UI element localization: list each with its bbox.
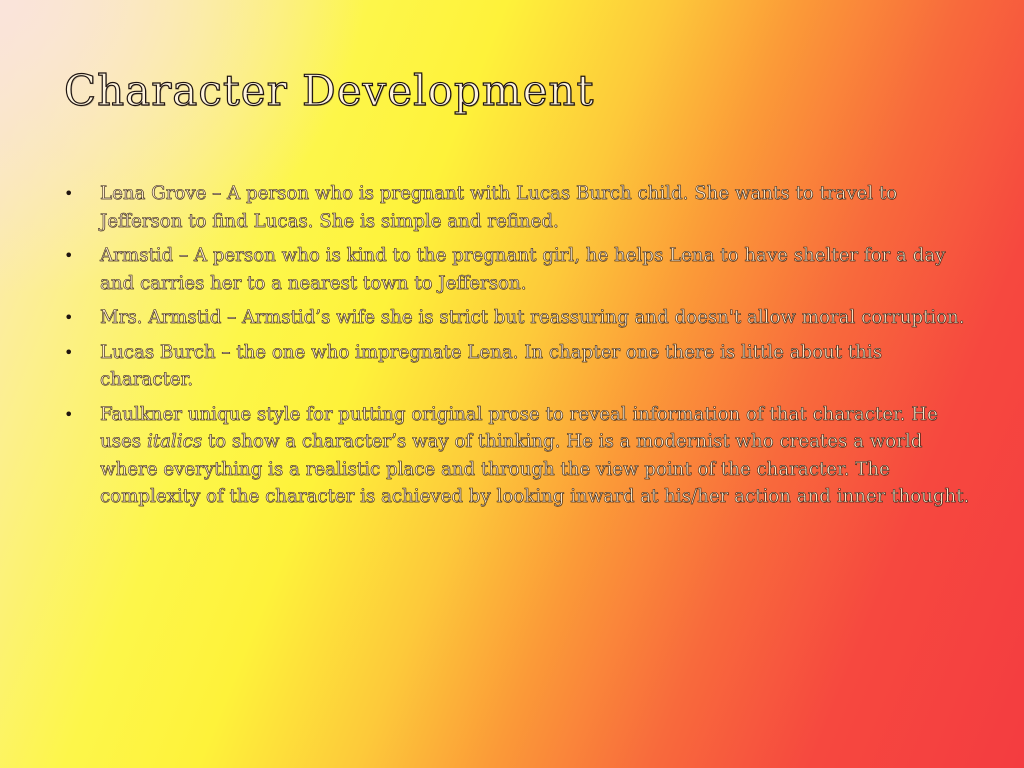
bullet-icon: • bbox=[64, 246, 74, 265]
bullet-list bbox=[62, 180, 972, 518]
slide-title: Character Development bbox=[64, 66, 595, 115]
list-item-text: Lucas Burch – the one who impregnate Lena. In chapter one there is little about this character. bbox=[100, 341, 883, 390]
list-item bbox=[62, 304, 972, 332]
list-item bbox=[62, 339, 972, 394]
bullet-icon: • bbox=[64, 308, 74, 327]
list-item-text: Mrs. Armstid – Armstid’s wife she is strict but reassuring and doesn't allow moral corruption. bbox=[100, 307, 965, 328]
list-item-text: Lena Grove – A person who is pregnant with Lucas Burch child. She wants to travel to Jefferson to find Lucas. She is simple and refined. bbox=[100, 183, 898, 232]
list-item-text-before: Faulkner unique style for putting original prose to reveal information of that character. He uses bbox=[100, 403, 938, 452]
list-item-text-after: to show a character’s way of thinking. He is a modernist who creates a world where everything is a realistic place and through the view point of the character. The complexity of the character is achieved by looking inward at his/her action and inner thought. bbox=[100, 431, 970, 507]
list-item bbox=[62, 242, 972, 297]
list-item bbox=[62, 401, 972, 511]
italics-word: italics bbox=[146, 431, 203, 452]
bullet-icon: • bbox=[64, 342, 74, 362]
list-item bbox=[62, 180, 972, 235]
bullet-icon: • bbox=[64, 404, 74, 424]
list-item-text: Armstid – A person who is kind to the pregnant girl, he helps Lena to have shelter for a day and carries her to a nearest town to Jefferson. bbox=[100, 245, 946, 294]
bullet-icon: • bbox=[64, 184, 74, 203]
